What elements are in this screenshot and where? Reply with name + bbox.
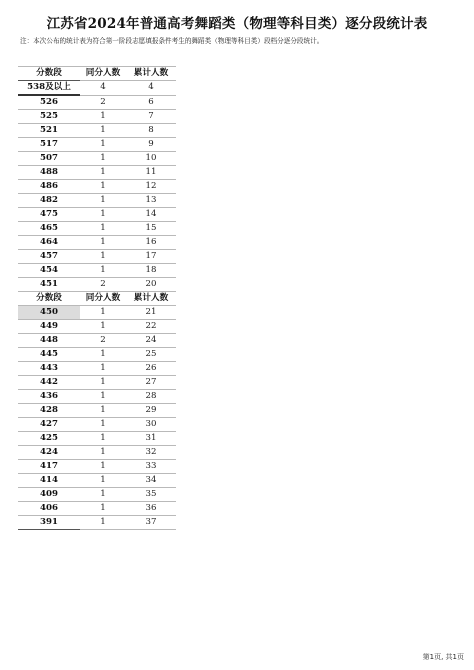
cumulative-cell: 32 bbox=[126, 446, 176, 460]
count-header: 同分人数 bbox=[80, 292, 126, 306]
cumulative-cell: 24 bbox=[126, 334, 176, 348]
count-cell: 1 bbox=[80, 152, 126, 166]
count-cell: 1 bbox=[80, 418, 126, 432]
cumulative-cell: 33 bbox=[126, 460, 176, 474]
score-cell: 465 bbox=[18, 222, 80, 236]
score-distribution-table bbox=[18, 66, 176, 530]
count-cell: 1 bbox=[80, 474, 126, 488]
count-cell: 1 bbox=[80, 110, 126, 124]
cumulative-cell: 13 bbox=[126, 194, 176, 208]
count-cell: 2 bbox=[80, 95, 126, 110]
cumulative-cell: 37 bbox=[126, 516, 176, 530]
cumulative-cell: 10 bbox=[126, 152, 176, 166]
score-cell: 406 bbox=[18, 502, 80, 516]
table-row bbox=[18, 110, 176, 124]
cumulative-cell: 6 bbox=[126, 95, 176, 110]
score-cell: 448 bbox=[18, 334, 80, 348]
score-cell: 436 bbox=[18, 390, 80, 404]
count-cell: 1 bbox=[80, 460, 126, 474]
table-row bbox=[18, 222, 176, 236]
table-row bbox=[18, 166, 176, 180]
count-cell: 1 bbox=[80, 404, 126, 418]
table-row bbox=[18, 180, 176, 194]
score-cell: 417 bbox=[18, 460, 80, 474]
count-cell: 1 bbox=[80, 236, 126, 250]
score-cell: 457 bbox=[18, 250, 80, 264]
cumulative-cell: 27 bbox=[126, 376, 176, 390]
cumulative-cell: 9 bbox=[126, 138, 176, 152]
cumulative-cell: 18 bbox=[126, 264, 176, 278]
table-row bbox=[18, 474, 176, 488]
score-cell: 517 bbox=[18, 138, 80, 152]
score-cell: 443 bbox=[18, 362, 80, 376]
score-cell: 425 bbox=[18, 432, 80, 446]
score-cell: 464 bbox=[18, 236, 80, 250]
cumulative-cell: 35 bbox=[126, 488, 176, 502]
count-cell: 2 bbox=[80, 334, 126, 348]
count-cell: 1 bbox=[80, 264, 126, 278]
table-row bbox=[18, 488, 176, 502]
cumulative-cell: 21 bbox=[126, 306, 176, 320]
cumulative-cell: 8 bbox=[126, 124, 176, 138]
table-row bbox=[18, 95, 176, 110]
cumulative-cell: 12 bbox=[126, 180, 176, 194]
score-cell: 428 bbox=[18, 404, 80, 418]
count-cell: 1 bbox=[80, 502, 126, 516]
count-cell: 1 bbox=[80, 390, 126, 404]
count-cell: 1 bbox=[80, 124, 126, 138]
table-row bbox=[18, 362, 176, 376]
score-cell: 427 bbox=[18, 418, 80, 432]
cumulative-cell: 25 bbox=[126, 348, 176, 362]
table-row bbox=[18, 194, 176, 208]
page-title: 江苏省2024年普通高考舞蹈类（物理等科目类）逐分段统计表 bbox=[46, 16, 428, 32]
table-row bbox=[18, 124, 176, 138]
score-cell: 507 bbox=[18, 152, 80, 166]
cumulative-cell: 20 bbox=[126, 278, 176, 292]
table-header-row bbox=[18, 292, 176, 306]
count-cell: 1 bbox=[80, 180, 126, 194]
score-cell: 525 bbox=[18, 110, 80, 124]
count-cell: 2 bbox=[80, 278, 126, 292]
table-row bbox=[18, 208, 176, 222]
table-row bbox=[18, 460, 176, 474]
table-row bbox=[18, 432, 176, 446]
count-cell: 1 bbox=[80, 488, 126, 502]
score-cell: 488 bbox=[18, 166, 80, 180]
table-row bbox=[18, 278, 176, 292]
cumulative-cell: 36 bbox=[126, 502, 176, 516]
table-row bbox=[18, 236, 176, 250]
count-cell: 1 bbox=[80, 446, 126, 460]
cumulative-cell: 30 bbox=[126, 418, 176, 432]
score-cell: 449 bbox=[18, 320, 80, 334]
cumulative-cell: 17 bbox=[126, 250, 176, 264]
score-cell: 475 bbox=[18, 208, 80, 222]
score-cell: 442 bbox=[18, 376, 80, 390]
score-cell: 521 bbox=[18, 124, 80, 138]
count-cell: 1 bbox=[80, 432, 126, 446]
table-row bbox=[18, 348, 176, 362]
score-cell: 526 bbox=[18, 95, 80, 110]
table-row bbox=[18, 502, 176, 516]
score-cell: 486 bbox=[18, 180, 80, 194]
cumulative-cell: 14 bbox=[126, 208, 176, 222]
cumulative-cell: 28 bbox=[126, 390, 176, 404]
table-row bbox=[18, 404, 176, 418]
score-header: 分数段 bbox=[18, 292, 80, 306]
cumulative-cell: 22 bbox=[126, 320, 176, 334]
count-cell: 1 bbox=[80, 376, 126, 390]
table-row bbox=[18, 320, 176, 334]
score-cell: 391 bbox=[18, 516, 80, 530]
cumulative-cell: 26 bbox=[126, 362, 176, 376]
cumulative-cell: 31 bbox=[126, 432, 176, 446]
count-cell: 1 bbox=[80, 516, 126, 530]
count-cell: 1 bbox=[80, 222, 126, 236]
count-cell: 1 bbox=[80, 138, 126, 152]
score-header: 分数段 bbox=[18, 67, 80, 81]
table-row bbox=[18, 264, 176, 278]
count-cell: 1 bbox=[80, 306, 126, 320]
table-row bbox=[18, 334, 176, 348]
cumulative-cell: 15 bbox=[126, 222, 176, 236]
count-header: 同分人数 bbox=[80, 67, 126, 81]
table-row bbox=[18, 418, 176, 432]
count-cell: 1 bbox=[80, 348, 126, 362]
table-header-row bbox=[18, 67, 176, 81]
score-cell: 482 bbox=[18, 194, 80, 208]
score-cell: 414 bbox=[18, 474, 80, 488]
table-row bbox=[18, 138, 176, 152]
score-cell: 445 bbox=[18, 348, 80, 362]
count-cell: 1 bbox=[80, 208, 126, 222]
table-row bbox=[18, 390, 176, 404]
table-row bbox=[18, 376, 176, 390]
table-row bbox=[18, 81, 176, 96]
cumulative-cell: 7 bbox=[126, 110, 176, 124]
cumulative-header: 累计人数 bbox=[126, 67, 176, 81]
table-row bbox=[18, 306, 176, 320]
score-cell: 450 bbox=[18, 306, 80, 320]
table-row bbox=[18, 446, 176, 460]
page-footer: 第1页, 共1页 bbox=[422, 653, 464, 661]
count-cell: 1 bbox=[80, 250, 126, 264]
count-cell: 1 bbox=[80, 362, 126, 376]
table-row bbox=[18, 250, 176, 264]
score-cell: 409 bbox=[18, 488, 80, 502]
count-cell: 1 bbox=[80, 320, 126, 334]
score-cell: 424 bbox=[18, 446, 80, 460]
table-row bbox=[18, 152, 176, 166]
count-cell: 4 bbox=[80, 81, 126, 96]
cumulative-cell: 11 bbox=[126, 166, 176, 180]
cumulative-cell: 16 bbox=[126, 236, 176, 250]
table-row bbox=[18, 516, 176, 530]
cumulative-cell: 4 bbox=[126, 81, 176, 96]
cumulative-cell: 29 bbox=[126, 404, 176, 418]
score-cell: 538及以上 bbox=[18, 81, 80, 96]
cumulative-cell: 34 bbox=[126, 474, 176, 488]
count-cell: 1 bbox=[80, 166, 126, 180]
score-cell: 451 bbox=[18, 278, 80, 292]
table-note: 注：本次公布的统计表为符合第一阶段志愿填报条件考生的舞蹈类（物理等科目类）段档分逐分段统计。 bbox=[20, 37, 324, 45]
cumulative-header: 累计人数 bbox=[126, 292, 176, 306]
score-cell: 454 bbox=[18, 264, 80, 278]
count-cell: 1 bbox=[80, 194, 126, 208]
